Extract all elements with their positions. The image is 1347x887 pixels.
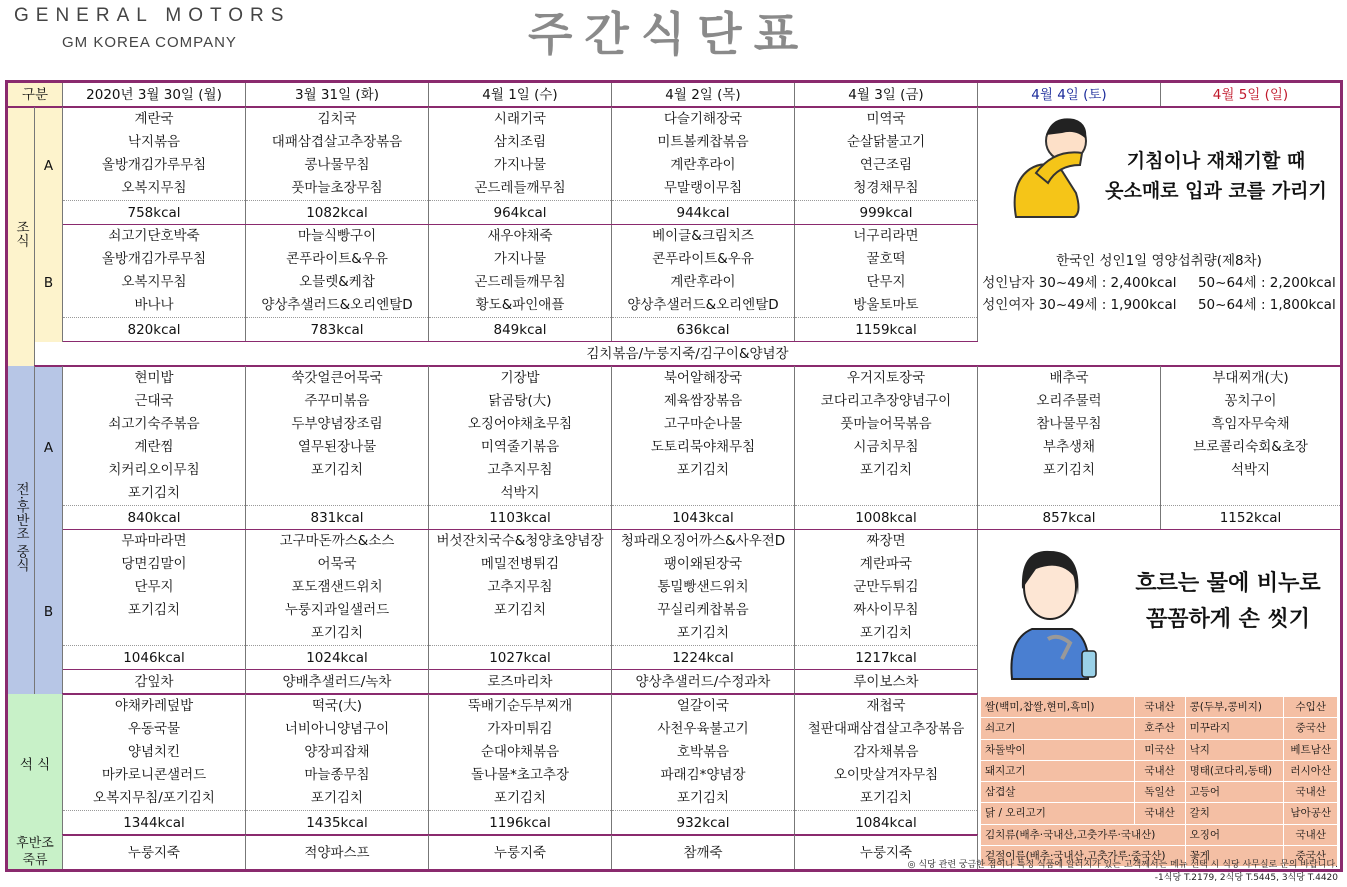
- notice-handwash: [978, 530, 1342, 695]
- cough-text-1: 기침이나 재채기할 때: [1126, 150, 1306, 173]
- origin-food: 닭 / 오리고기: [981, 803, 1135, 824]
- header-tue: 3월 31일 (화): [246, 82, 429, 108]
- menu-item: 단무지: [866, 274, 906, 290]
- menu-item: 짜장면: [866, 533, 906, 549]
- menu-item: 메밀전병튀김: [480, 556, 560, 572]
- menu-item: 마늘종무침: [304, 767, 370, 783]
- menu-item: 삼치조림: [493, 134, 547, 150]
- lunch-a-menu: [612, 366, 795, 506]
- page-title: 주간식단표: [528, 7, 811, 61]
- menu-item: 미역줄기볶음: [480, 439, 560, 455]
- origin-panel: [978, 694, 1342, 871]
- cough-text-2: 옷소매로 입과 코를 가리기: [1105, 180, 1327, 203]
- breakfast-b-menu: [612, 225, 795, 318]
- menu-item: 무말랭이무침: [663, 180, 743, 196]
- kcal-value: 1224kcal: [612, 646, 795, 670]
- lunch-b-menu: [429, 530, 612, 646]
- origin-food: 콩(두부,콩비지): [1185, 697, 1284, 718]
- menu-item: 누룽지과일샐러드: [284, 602, 390, 618]
- menu-item: 오이맛살겨자무침: [833, 767, 939, 783]
- menu-item: 오복지무침/포기김치: [93, 790, 215, 806]
- menu-item: 양상추샐러드&오리엔탈D: [261, 297, 413, 313]
- breakfast-b-menu: [63, 225, 246, 318]
- origin-country: 독일산: [1134, 782, 1185, 803]
- menu-item: 낙지볶음: [127, 134, 181, 150]
- dessert-item: 루이보스차: [795, 670, 978, 695]
- origin-country: 중국산: [1284, 845, 1338, 866]
- kcal-value: 1082kcal: [246, 201, 429, 225]
- menu-item: 뚝배기순두부찌개: [467, 698, 573, 714]
- menu-item: 올방개김가루무침: [101, 157, 207, 173]
- menu-item: 포기김치: [493, 790, 547, 806]
- menu-item: 쑥갓얼큰어묵국: [291, 370, 383, 386]
- header-sat: 4월 4일 (토): [978, 82, 1161, 108]
- menu-item: 석박지: [1230, 462, 1271, 478]
- dinner-menu: [246, 694, 429, 811]
- intake-female: 성인여자 30~49세 : 1,900kcal: [982, 297, 1177, 313]
- menu-item: 가지나물: [493, 157, 547, 173]
- menu-item: 철판대패삼겹살고추장볶음: [807, 721, 965, 737]
- kcal-value: 1344kcal: [63, 811, 246, 836]
- menu-item: 포기김치: [310, 790, 364, 806]
- menu-item: 포기김치: [493, 602, 547, 618]
- menu-item: 곤드레들깨무침: [474, 180, 566, 196]
- kcal-value: 831kcal: [246, 506, 429, 530]
- menu-item: 곤드레들깨무침: [474, 274, 566, 290]
- menu-item: 다슬기해장국: [663, 111, 743, 127]
- menu-item: 마늘식빵구이: [297, 228, 377, 244]
- lunch-a-menu: [246, 366, 429, 506]
- kcal-value: 999kcal: [795, 201, 978, 225]
- menu-item: 청파래오징어까스&사우전D: [620, 533, 786, 549]
- brand-name: GENERAL MOTORS: [14, 5, 291, 26]
- origin-country: 국내산: [1134, 697, 1185, 718]
- menu-item: 마카로니콘샐러드: [101, 767, 207, 783]
- menu-item: 순살닭불고기: [846, 134, 926, 150]
- menu-item: 기장밥: [500, 370, 540, 386]
- menu-item: 양념치킨: [127, 744, 181, 760]
- menu-item: 도토리묵야채무침: [650, 439, 756, 455]
- menu-item: 포기김치: [859, 625, 913, 641]
- menu-item: 참나물무침: [1036, 416, 1102, 432]
- menu-item: 너비아니양념구이: [284, 721, 390, 737]
- breakfast-a-menu: [63, 107, 246, 201]
- menu-item: 바나나: [134, 297, 174, 313]
- header-sun: 4월 5일 (일): [1161, 82, 1342, 108]
- menu-item: 포기김치: [127, 485, 181, 501]
- menu-item: 돌나물*초고추장: [470, 767, 570, 783]
- menu-item: 얼갈이국: [676, 698, 730, 714]
- menu-item: 어묵국: [317, 556, 357, 572]
- lunch-label: 전·후반조 중식: [7, 366, 35, 694]
- breakfast-common: 김치볶음/누룽지죽/김구이&양념장: [35, 342, 1342, 367]
- origin-food: 돼지고기: [981, 760, 1135, 781]
- lunch-b-menu: [246, 530, 429, 646]
- menu-item: 쇠고기숙주볶음: [108, 416, 200, 432]
- menu-item: 브로콜리숙회&초장: [1193, 439, 1308, 455]
- origin-country: 베트남산: [1284, 739, 1338, 760]
- menu-item: 황도&파인애플: [475, 297, 565, 313]
- lunch-a-menu: [429, 366, 612, 506]
- menu-item: 풋마늘어묵볶음: [840, 416, 932, 432]
- menu-item: 주꾸미볶음: [304, 393, 370, 409]
- dinner-menu: [795, 694, 978, 811]
- breakfast-a-label: A: [35, 107, 63, 225]
- menu-item: 포도잼샌드위치: [291, 579, 383, 595]
- menu-item: 부대찌개(大): [1212, 370, 1289, 386]
- origin-food: 미꾸라지: [1185, 718, 1284, 739]
- origin-food: 김치류(배추·국내산,고춧가루·국내산): [981, 824, 1186, 845]
- dinner-menu: [63, 694, 246, 811]
- menu-item: 열무된장나물: [297, 439, 377, 455]
- menu-item: 코다리고추장양념구이: [820, 393, 952, 409]
- menu-item: 양장피잡채: [304, 744, 370, 760]
- origin-row: [981, 782, 1338, 803]
- menu-item: 버섯잔치국수&청양초양념장: [436, 533, 604, 549]
- menu-item: 계란파국: [859, 556, 913, 572]
- menu-item: 우동국물: [127, 721, 181, 737]
- menu-item: 고추지무침: [487, 579, 553, 595]
- origin-country: 호주산: [1134, 718, 1185, 739]
- origin-country: 국내산: [1284, 782, 1338, 803]
- menu-item: 치커리오이무침: [108, 462, 200, 478]
- menu-item: 새우야채죽: [487, 228, 553, 244]
- breakfast-b-menu: [429, 225, 612, 318]
- breakfast-b-label: B: [35, 225, 63, 342]
- menu-item: 제육쌈장볶음: [663, 393, 743, 409]
- menu-item: 야채카레덮밥: [114, 698, 194, 714]
- kcal-value: 1196kcal: [429, 811, 612, 836]
- kcal-value: 758kcal: [63, 201, 246, 225]
- menu-item: 청경채무침: [853, 180, 919, 196]
- menu-item: 석박지: [500, 485, 540, 501]
- dinner-menu: [612, 694, 795, 811]
- menu-item: 두부양념장조림: [291, 416, 383, 432]
- menu-item: 올방개김가루무침: [101, 251, 207, 267]
- breakfast-a-menu: [429, 107, 612, 201]
- menu-item: 계란국: [134, 111, 174, 127]
- footer-notice: ◎ 식당 관련 궁금한 점이나 특정 식품에 알러지가 있는 고객께서는 메뉴 선택 시 식당 사무실로 문의 바랍니다.: [907, 860, 1338, 870]
- menu-item: 시래기국: [493, 111, 547, 127]
- menu-item: 미트볼케찹볶음: [657, 134, 749, 150]
- menu-item: 북어알해장국: [663, 370, 743, 386]
- intake-title: 한국인 성인1일 영양섭취량(제8차): [1056, 253, 1262, 269]
- origin-food: 차돌박이: [981, 739, 1135, 760]
- origin-food: 고등어: [1185, 782, 1284, 803]
- menu-item: 포기김치: [310, 625, 364, 641]
- late-item: 누룽지죽: [429, 835, 612, 871]
- origin-row: [981, 824, 1338, 845]
- breakfast-a-menu: [246, 107, 429, 201]
- menu-item: 계란후라이: [670, 274, 736, 290]
- kcal-value: 1159kcal: [795, 318, 978, 342]
- menu-item: 우거지토장국: [846, 370, 926, 386]
- kcal-value: 1152kcal: [1161, 506, 1342, 530]
- origin-food: 겉절이류(배추·국내산,고춧가루·중국산): [981, 845, 1186, 866]
- origin-food: 명태(코다리,동태): [1185, 760, 1284, 781]
- origin-row: [981, 739, 1338, 760]
- handwash-text-1: 흐르는 물에 비누로: [1135, 571, 1321, 596]
- menu-item: 꽁치구이: [1224, 393, 1277, 409]
- kcal-value: 1217kcal: [795, 646, 978, 670]
- dessert-item: 양상추샐러드/수정과차: [612, 670, 795, 695]
- menu-item: 고추지무침: [487, 462, 553, 478]
- menu-item: 양상추샐러드&오리엔탈D: [627, 297, 779, 313]
- menu-item: 통밀빵샌드위치: [657, 579, 749, 595]
- origin-food: 쇠고기: [981, 718, 1135, 739]
- weekly-menu-table: [5, 80, 1343, 872]
- menu-item: 포기김치: [1042, 462, 1096, 478]
- menu-item: 포기김치: [859, 462, 913, 478]
- kcal-value: 1024kcal: [246, 646, 429, 670]
- menu-item: 군만두튀김: [853, 579, 919, 595]
- menu-item: 오리주물럭: [1036, 393, 1102, 409]
- late-item: 누룽지죽: [63, 835, 246, 871]
- menu-item: 오믈렛&케찹: [299, 274, 375, 290]
- kcal-value: 857kcal: [978, 506, 1161, 530]
- dinner-label: 석 식: [7, 694, 63, 835]
- menu-item: 고구마돈까스&소스: [279, 533, 395, 549]
- header-fri: 4월 3일 (금): [795, 82, 978, 108]
- origin-food: 꽃게: [1185, 845, 1284, 866]
- brand-subtitle: GM KOREA COMPANY: [62, 34, 237, 51]
- menu-item: 가자미튀김: [487, 721, 553, 737]
- kcal-value: 849kcal: [429, 318, 612, 342]
- late-item: 적양파스프: [246, 835, 429, 871]
- breakfast-common-row: [7, 342, 1342, 367]
- origin-country: 미국산: [1134, 739, 1185, 760]
- kcal-value: 1008kcal: [795, 506, 978, 530]
- menu-item: 계란후라이: [670, 157, 736, 173]
- menu-item: 방울토마토: [853, 297, 919, 313]
- origin-row: [981, 803, 1338, 824]
- breakfast-b-menu: [795, 225, 978, 318]
- menu-item: 순대야채볶음: [480, 744, 560, 760]
- lunch-b-menu: [795, 530, 978, 646]
- menu-item: 오징어야채초무침: [467, 416, 573, 432]
- menu-item: 가지나물: [493, 251, 547, 267]
- menu-item: 포기김치: [310, 462, 364, 478]
- origin-country: 국내산: [1134, 760, 1185, 781]
- origin-row: [981, 760, 1338, 781]
- origin-food: 쌀(백미,찹쌀,현미,흑미): [981, 697, 1135, 718]
- menu-item: 흑임자무숙채: [1211, 416, 1290, 432]
- dessert-item: 로즈마리차: [429, 670, 612, 695]
- lunch-b-label: B: [35, 530, 63, 695]
- menu-item: 감자채볶음: [853, 744, 919, 760]
- menu-item: 호박볶음: [676, 744, 730, 760]
- menu-item: 부추생채: [1042, 439, 1096, 455]
- origin-food: 삼겹살: [981, 782, 1135, 803]
- day-header-row: [7, 82, 1342, 108]
- late-item: 누룽지죽: [795, 835, 978, 871]
- header-wed: 4월 1일 (수): [429, 82, 612, 108]
- menu-item: 포기김치: [676, 790, 730, 806]
- kcal-value: 1435kcal: [246, 811, 429, 836]
- origin-food: 낙지: [1185, 739, 1284, 760]
- nutrition-intake-panel: [978, 225, 1342, 342]
- menu-item: 꿀호떡: [866, 251, 906, 267]
- kcal-value: 636kcal: [612, 318, 795, 342]
- menu-item: 풋마늘초장무침: [291, 180, 383, 196]
- menu-item: 당면김말이: [121, 556, 187, 572]
- menu-item: 쇠고기단호박죽: [108, 228, 200, 244]
- breakfast-b-menu: [246, 225, 429, 318]
- lunch-b-menu: [63, 530, 246, 646]
- menu-item: 사천우육불고기: [657, 721, 749, 737]
- origin-country: 러시아산: [1284, 760, 1338, 781]
- header-thu: 4월 2일 (목): [612, 82, 795, 108]
- footer-phones: -1식당 T.2179, 2식당 T.5445, 3식당 T.4420: [1154, 873, 1338, 883]
- menu-item: 파래김*양념장: [660, 767, 746, 783]
- lunch-a-menu: [978, 366, 1161, 506]
- menu-item: 재첩국: [866, 698, 906, 714]
- late-item: 참깨죽: [612, 835, 795, 871]
- lunch-a-menu: [1161, 366, 1342, 506]
- lunch-a-menu: [795, 366, 978, 506]
- menu-item: 계란찜: [134, 439, 174, 455]
- menu-item: 배추국: [1049, 370, 1089, 386]
- menu-item: 콘푸라이트&우유: [652, 251, 754, 267]
- handwash-text-2: 꼼꼼하게 손 씻기: [1145, 607, 1311, 632]
- menu-item: 고구마순나물: [663, 416, 743, 432]
- late-label: 후반조 죽류: [7, 835, 63, 871]
- menu-item: 오복지무침: [121, 274, 187, 290]
- menu-item: 무파마라면: [121, 533, 187, 549]
- lunch-a-kcal-row: [7, 506, 1342, 530]
- menu-item: 시금치무침: [853, 439, 919, 455]
- menu-item: 베이글&크림치즈: [652, 228, 754, 244]
- origin-country: 수입산: [1284, 697, 1338, 718]
- handwash-illustration: [992, 539, 1122, 689]
- origin-table: [980, 696, 1338, 867]
- menu-item: 짜사이무침: [853, 602, 919, 618]
- intake-male: 성인남자 30~49세 : 2,400kcal: [982, 275, 1177, 291]
- kcal-value: 820kcal: [63, 318, 246, 342]
- kcal-value: 944kcal: [612, 201, 795, 225]
- origin-country: 국내산: [1284, 824, 1338, 845]
- menu-item: 대패삼겹살고추장볶음: [271, 134, 403, 150]
- menu-item: 포기김치: [859, 790, 913, 806]
- lunch-a-menu: [63, 366, 246, 506]
- origin-food: 오징어: [1185, 824, 1284, 845]
- header-mon: 2020년 3월 30일 (월): [63, 82, 246, 108]
- kcal-value: 1103kcal: [429, 506, 612, 530]
- origin-food: 갈치: [1185, 803, 1284, 824]
- menu-item: 미역국: [866, 111, 906, 127]
- origin-country: 남아공산: [1284, 803, 1338, 824]
- dinner-menu: [429, 694, 612, 811]
- menu-item: 콘푸라이트&우유: [286, 251, 388, 267]
- origin-row: [981, 697, 1338, 718]
- kcal-value: 1027kcal: [429, 646, 612, 670]
- menu-item: 연근조림: [859, 157, 913, 173]
- dessert-item: 양배추샐러드/녹차: [246, 670, 429, 695]
- menu-item: 팽이왜된장국: [663, 556, 743, 572]
- menu-item: 포기김치: [676, 625, 730, 641]
- breakfast-a-menu: [795, 107, 978, 201]
- origin-country: 국내산: [1134, 803, 1185, 824]
- menu-item: 김치국: [317, 111, 357, 127]
- lunch-a-label: A: [35, 366, 63, 530]
- menu-item: 포기김치: [676, 462, 730, 478]
- menu-item: 포기김치: [127, 602, 181, 618]
- intake-male-2: 50~64세 : 2,200kcal: [1197, 275, 1336, 291]
- kcal-value: 932kcal: [612, 811, 795, 836]
- kcal-value: 1084kcal: [795, 811, 978, 836]
- lunch-b-menu: [612, 530, 795, 646]
- dessert-item: 감잎차: [63, 670, 246, 695]
- menu-item: 오복지무침: [121, 180, 187, 196]
- intake-female-2: 50~64세 : 1,800kcal: [1197, 297, 1336, 313]
- menu-item: 근대국: [134, 393, 174, 409]
- header-category: 구분: [7, 82, 63, 108]
- kcal-value: 783kcal: [246, 318, 429, 342]
- breakfast-label: 조식: [7, 107, 35, 366]
- menu-item: 꾸실리케찹볶음: [657, 602, 749, 618]
- menu-item: 떡국(大): [311, 698, 363, 714]
- kcal-value: 1046kcal: [63, 646, 246, 670]
- menu-item: 단무지: [134, 579, 174, 595]
- menu-item: 현미밥: [134, 370, 174, 386]
- kcal-value: 964kcal: [429, 201, 612, 225]
- kcal-value: 840kcal: [63, 506, 246, 530]
- origin-country: 중국산: [1284, 718, 1338, 739]
- menu-item: 너구리라면: [853, 228, 919, 244]
- menu-item: 콩나물무침: [304, 157, 370, 173]
- breakfast-a-menu: [612, 107, 795, 201]
- menu-item: 닭곰탕(大): [488, 393, 552, 409]
- kcal-value: 1043kcal: [612, 506, 795, 530]
- origin-row: [981, 718, 1338, 739]
- notice-cough: [978, 107, 1342, 225]
